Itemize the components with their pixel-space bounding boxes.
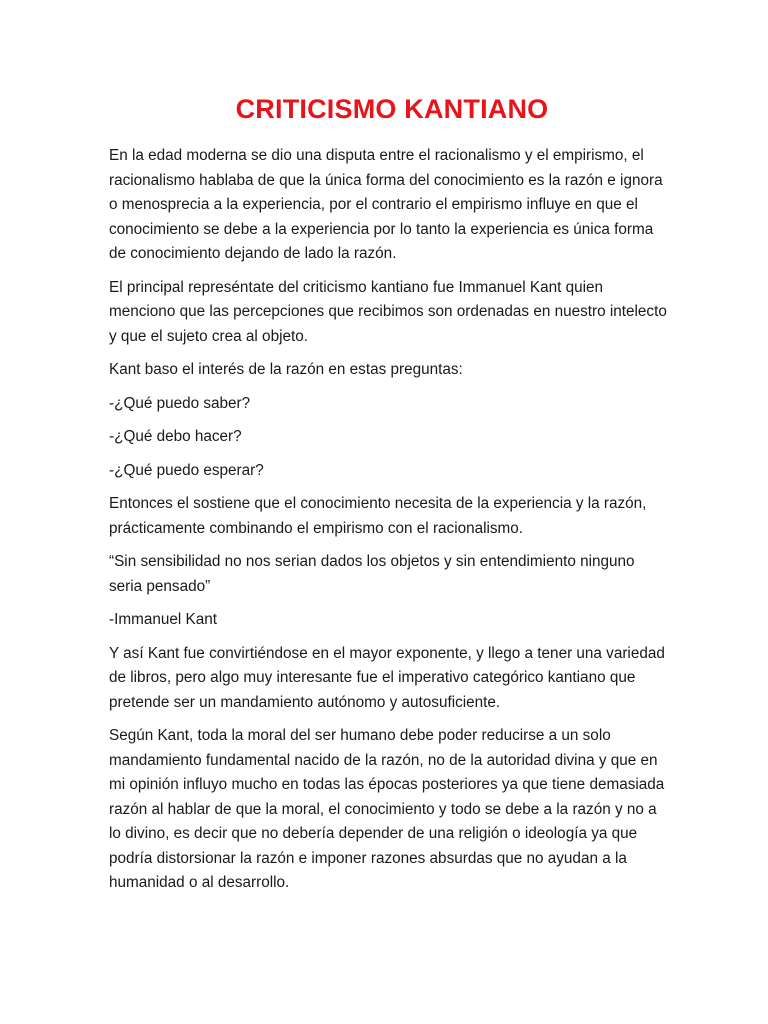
paragraph-questions-intro: Kant baso el interés de la razón en estas preguntas: xyxy=(109,361,463,378)
quote-text: “Sin sensibilidad no nos serian dados los objetos y sin entendimiento ninguno seria pensado” xyxy=(109,553,635,595)
question-item: -¿Qué debo hacer? xyxy=(109,428,242,445)
paragraph-synthesis: Entonces el sostiene que el conocimiento necesita de la experiencia y la razón, prácticamente combinando el empirismo con el racionalismo. xyxy=(109,495,647,537)
page-title: CRITICISMO KANTIANO xyxy=(235,94,549,124)
paragraph-imperative: Y así Kant fue convirtiéndose en el mayor exponente, y llego a tener una variedad de libros, pero algo muy interesante fue el imperativo categórico kantiano que pretende ser un mandamiento autónomo y autosuficiente. xyxy=(109,644,665,711)
quote-attribution: -Immanuel Kant xyxy=(109,611,217,628)
paragraph-kant-representative: El principal represéntate del criticismo kantiano fue Immanuel Kant quien menciono que las percepciones que recibimos son ordenadas en nuestro intelecto y que el sujeto crea al objeto. xyxy=(109,278,667,345)
question-item: -¿Qué puedo saber? xyxy=(109,394,251,412)
paragraph-intro: En la edad moderna se dio una disputa entre el racionalismo y el empirismo, el racionalismo hablaba de que la única forma del conocimiento es la razón e ignora o menosprecia a la experiencia, por el contrario el empirismo influye en que el conocimiento se debe a la experiencia por lo tanto la experiencia es única forma de conocimiento dejando de lado la razón. xyxy=(109,147,663,262)
document-page xyxy=(109,92,669,905)
question-item: -¿Qué puedo esperar? xyxy=(109,461,264,479)
paragraph-opinion: Según Kant, toda la moral del ser humano debe poder reducirse a un solo mandamiento fundamental nacido de la razón, no de la autoridad divina y que en mi opinión influyo mucho en todas las épocas posteriores ya que tiene demasiada razón al hablar de que la moral, el conocimiento y todo se debe a la razón y no a lo divino, es decir que no debería depender de una religión o ideología ya que podría distorsionar la razón e imponer razones absurdas que no ayudan a la humanidad o al desarrollo. xyxy=(109,727,665,891)
